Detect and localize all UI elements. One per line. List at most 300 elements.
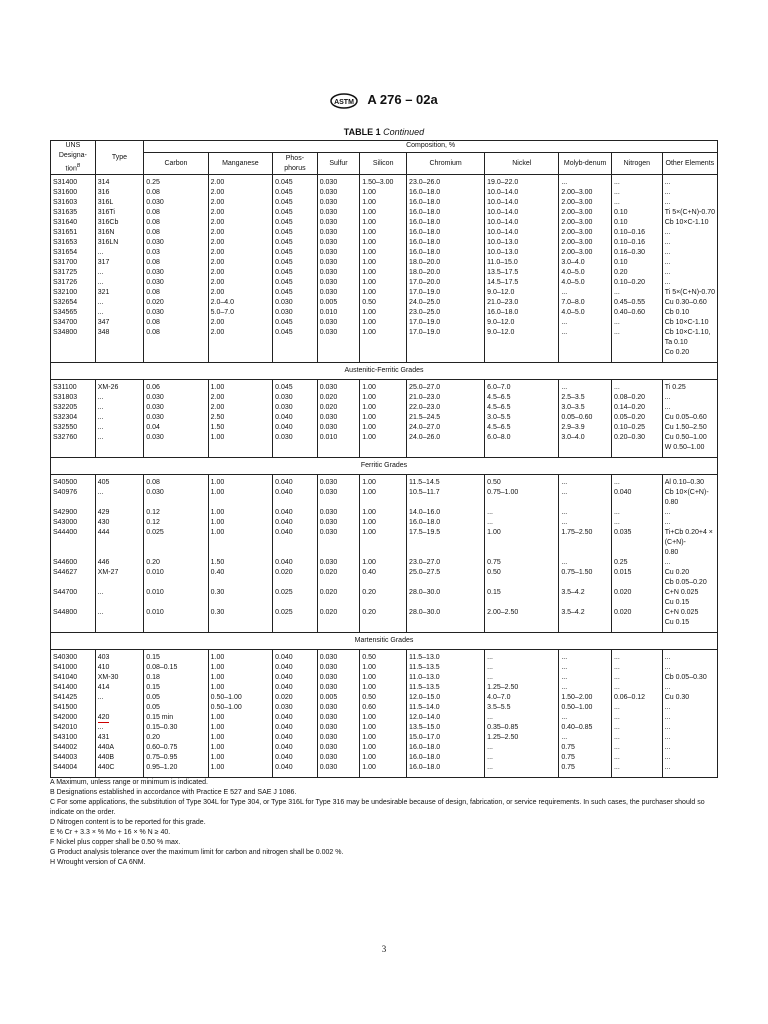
- cell-silicon: 1.00: [360, 733, 407, 743]
- cell-chromium: 24.0–25.0: [407, 298, 485, 308]
- cell-manganese: 0.30: [208, 588, 273, 608]
- cell-manganese: 1.00: [208, 753, 273, 763]
- cell-nickel: ...: [485, 763, 559, 778]
- cell-uns: S43000: [51, 518, 96, 528]
- table-row: [51, 753, 718, 763]
- cell-molybdenum: 2.5–3.5: [559, 393, 612, 403]
- cell-carbon: 0.010: [144, 608, 208, 633]
- cell-chromium: 25.0–27.0: [407, 380, 485, 394]
- cell-chromium: 23.0–26.0: [407, 175, 485, 189]
- cell-chromium: 16.0–18.0: [407, 228, 485, 238]
- cell-phosphorus: 0.040: [273, 733, 318, 743]
- cell-nitrogen: ...: [611, 753, 662, 763]
- cell-manganese: 1.00: [208, 723, 273, 733]
- cell-uns: S42010: [51, 723, 96, 733]
- cell-phosphorus: 0.030: [273, 298, 318, 308]
- cell-molybdenum: 2.00–3.00: [559, 228, 612, 238]
- cell-phosphorus: 0.040: [273, 723, 318, 733]
- cell-carbon: 0.25: [144, 175, 208, 189]
- cell-nitrogen: 0.40–0.60: [611, 308, 662, 318]
- cell-phosphorus: 0.045: [273, 380, 318, 394]
- cell-silicon: 1.00: [360, 318, 407, 328]
- cell-other: ...: [662, 258, 717, 268]
- table-row: [51, 380, 718, 394]
- cell-type: 314: [95, 175, 144, 189]
- cell-nitrogen: ...: [611, 328, 662, 363]
- cell-other: Cu 0.30–0.60: [662, 298, 717, 308]
- cell-nitrogen: 0.14–0.20: [611, 403, 662, 413]
- cell-chromium: 11.5–13.5: [407, 663, 485, 673]
- cell-manganese: 2.00: [208, 175, 273, 189]
- cell-other: ...: [662, 508, 717, 518]
- cell-silicon: 1.00: [360, 308, 407, 318]
- cell-silicon: 1.50–3.00: [360, 175, 407, 189]
- cell-molybdenum: ...: [559, 683, 612, 693]
- cell-phosphorus: 0.040: [273, 518, 318, 528]
- cell-carbon: 0.75–0.95: [144, 753, 208, 763]
- cell-molybdenum: ...: [559, 488, 612, 508]
- cell-type: 431: [95, 733, 144, 743]
- document-header: [0, 92, 768, 109]
- cell-phosphorus: 0.025: [273, 608, 318, 633]
- cell-molybdenum: ...: [559, 475, 612, 489]
- cell-carbon: 0.05: [144, 703, 208, 713]
- cell-other: Cb 10×C-1.10: [662, 218, 717, 228]
- cell-manganese: 2.00: [208, 238, 273, 248]
- cell-silicon: 1.00: [360, 663, 407, 673]
- cell-nickel: ...: [485, 673, 559, 683]
- cell-type: ...: [95, 403, 144, 413]
- cell-manganese: 2.00: [208, 403, 273, 413]
- cell-uns: S41040: [51, 673, 96, 683]
- cell-sulfur: 0.030: [317, 328, 360, 363]
- cell-molybdenum: ...: [559, 518, 612, 528]
- cell-type: 316LN: [95, 238, 144, 248]
- cell-silicon: 1.00: [360, 713, 407, 723]
- cell-other: ...: [662, 198, 717, 208]
- cell-molybdenum: ...: [559, 508, 612, 518]
- table-row: [51, 488, 718, 508]
- cell-molybdenum: 4.0–5.0: [559, 278, 612, 288]
- cell-uns: S31635: [51, 208, 96, 218]
- cell-phosphorus: 0.020: [273, 693, 318, 703]
- cell-chromium: 16.0–18.0: [407, 753, 485, 763]
- cell-nitrogen: ...: [611, 743, 662, 753]
- cell-type: XM-27: [95, 568, 144, 588]
- cell-carbon: 0.15: [144, 650, 208, 664]
- cell-phosphorus: 0.040: [273, 713, 318, 723]
- cell-nickel: 6.0–7.0: [485, 380, 559, 394]
- cell-nitrogen: ...: [611, 188, 662, 198]
- cell-other: ...: [662, 733, 717, 743]
- cell-sulfur: 0.030: [317, 528, 360, 558]
- cell-other: ...: [662, 228, 717, 238]
- cell-nickel: 1.00: [485, 528, 559, 558]
- cell-manganese: 1.00: [208, 518, 273, 528]
- cell-manganese: 2.00: [208, 228, 273, 238]
- cell-sulfur: 0.005: [317, 693, 360, 703]
- cell-phosphorus: 0.040: [273, 663, 318, 673]
- cell-nitrogen: 0.035: [611, 528, 662, 558]
- cell-molybdenum: 0.75: [559, 753, 612, 763]
- cell-chromium: 10.5–11.7: [407, 488, 485, 508]
- table-row: [51, 278, 718, 288]
- cell-phosphorus: 0.040: [273, 528, 318, 558]
- section-header: [51, 363, 718, 380]
- cell-uns: S34800: [51, 328, 96, 363]
- cell-phosphorus: 0.040: [273, 413, 318, 423]
- cell-uns: S44004: [51, 763, 96, 778]
- cell-molybdenum: ...: [559, 175, 612, 189]
- cell-nickel: 0.75: [485, 558, 559, 568]
- cell-nitrogen: ...: [611, 723, 662, 733]
- table-row: [51, 298, 718, 308]
- cell-phosphorus: 0.045: [273, 248, 318, 258]
- header-nickel: Nickel: [485, 152, 559, 175]
- cell-nitrogen: 0.16–0.30: [611, 248, 662, 258]
- cell-type: 429: [95, 508, 144, 518]
- cell-carbon: 0.030: [144, 308, 208, 318]
- cell-silicon: 1.00: [360, 328, 407, 363]
- cell-silicon: 1.00: [360, 743, 407, 753]
- cell-molybdenum: 4.0–5.0: [559, 308, 612, 318]
- cell-manganese: 1.00: [208, 743, 273, 753]
- cell-chromium: 16.0–18.0: [407, 743, 485, 753]
- cell-uns: S31640: [51, 218, 96, 228]
- cell-silicon: 1.00: [360, 188, 407, 198]
- cell-sulfur: 0.020: [317, 588, 360, 608]
- cell-sulfur: 0.030: [317, 673, 360, 683]
- cell-manganese: 2.00: [208, 268, 273, 278]
- cell-carbon: 0.20: [144, 558, 208, 568]
- footnote: C For some applications, the substitution of Type 304L for Type 304, or Type 316L for Type 316 may be undesirable because of design, fabrication, or service requirements. In such cases, the purchaser should so indicate on the order.: [50, 799, 705, 816]
- cell-nickel: 10.0–13.0: [485, 238, 559, 248]
- cell-silicon: 1.00: [360, 508, 407, 518]
- cell-molybdenum: 2.00–3.00: [559, 218, 612, 228]
- cell-phosphorus: 0.045: [273, 198, 318, 208]
- cell-sulfur: 0.030: [317, 278, 360, 288]
- cell-uns: S44600: [51, 558, 96, 568]
- cell-chromium: 11.5–14.0: [407, 703, 485, 713]
- cell-nickel: ...: [485, 753, 559, 763]
- cell-phosphorus: 0.040: [273, 743, 318, 753]
- cell-chromium: 18.0–20.0: [407, 258, 485, 268]
- cell-chromium: 17.0–19.0: [407, 328, 485, 363]
- cell-uns: S31651: [51, 228, 96, 238]
- cell-nitrogen: ...: [611, 518, 662, 528]
- cell-molybdenum: ...: [559, 328, 612, 363]
- table-row: [51, 218, 718, 228]
- cell-phosphorus: 0.040: [273, 423, 318, 433]
- cell-phosphorus: 0.040: [273, 683, 318, 693]
- cell-molybdenum: 2.00–3.00: [559, 188, 612, 198]
- cell-sulfur: 0.030: [317, 475, 360, 489]
- cell-nickel: 0.15: [485, 588, 559, 608]
- cell-other: Cb 0.10: [662, 308, 717, 318]
- cell-chromium: 16.0–18.0: [407, 198, 485, 208]
- cell-molybdenum: 7.0–8.0: [559, 298, 612, 308]
- cell-uns: S40500: [51, 475, 96, 489]
- cell-silicon: 1.00: [360, 413, 407, 423]
- cell-phosphorus: 0.040: [273, 753, 318, 763]
- table-row: [51, 318, 718, 328]
- cell-molybdenum: ...: [559, 380, 612, 394]
- table-row: [51, 288, 718, 298]
- cell-nickel: 14.5–17.5: [485, 278, 559, 288]
- cell-nitrogen: 0.10–0.25: [611, 423, 662, 433]
- cell-nitrogen: ...: [611, 703, 662, 713]
- cell-carbon: 0.030: [144, 238, 208, 248]
- cell-uns: S31653: [51, 238, 96, 248]
- cell-other: Cb 10×(C+N)- 0.80: [662, 488, 717, 508]
- cell-nickel: 4.5–6.5: [485, 393, 559, 403]
- table-row: [51, 733, 718, 743]
- cell-phosphorus: 0.025: [273, 588, 318, 608]
- table-row: [51, 703, 718, 713]
- cell-other: Cu 0.05–0.60: [662, 413, 717, 423]
- cell-type: 348: [95, 328, 144, 363]
- cell-nitrogen: ...: [611, 380, 662, 394]
- cell-nickel: 10.0–14.0: [485, 218, 559, 228]
- cell-silicon: 0.50: [360, 693, 407, 703]
- cell-other: Cu 1.50–2.50: [662, 423, 717, 433]
- cell-manganese: 2.00: [208, 218, 273, 228]
- cell-silicon: 0.40: [360, 568, 407, 588]
- header-other: Other Elements: [662, 152, 717, 175]
- astm-logo-icon: [330, 93, 358, 109]
- cell-chromium: 28.0–30.0: [407, 588, 485, 608]
- cell-silicon: 1.00: [360, 673, 407, 683]
- cell-manganese: 1.00: [208, 663, 273, 673]
- cell-silicon: 1.00: [360, 763, 407, 778]
- cell-silicon: 1.00: [360, 488, 407, 508]
- cell-uns: S41425: [51, 693, 96, 703]
- cell-other: ...: [662, 763, 717, 778]
- cell-uns: S40300: [51, 650, 96, 664]
- cell-type: ...: [95, 268, 144, 278]
- cell-manganese: 2.50: [208, 413, 273, 423]
- cell-nickel: ...: [485, 518, 559, 528]
- table-row: [51, 248, 718, 258]
- table-row: [51, 508, 718, 518]
- table-row: [51, 528, 718, 558]
- cell-manganese: 1.00: [208, 433, 273, 458]
- cell-nickel: 10.0–13.0: [485, 248, 559, 258]
- table-row: [51, 328, 718, 363]
- cell-phosphorus: 0.030: [273, 308, 318, 318]
- cell-type: 446: [95, 558, 144, 568]
- cell-manganese: 1.00: [208, 713, 273, 723]
- cell-carbon: 0.15–0.30: [144, 723, 208, 733]
- cell-chromium: 17.0–19.0: [407, 318, 485, 328]
- cell-uns: S44003: [51, 753, 96, 763]
- cell-nitrogen: 0.06–0.12: [611, 693, 662, 703]
- cell-carbon: 0.95–1.20: [144, 763, 208, 778]
- cell-nitrogen: ...: [611, 763, 662, 778]
- cell-chromium: 25.0–27.5: [407, 568, 485, 588]
- cell-uns: S31100: [51, 380, 96, 394]
- cell-carbon: 0.12: [144, 508, 208, 518]
- cell-chromium: 17.0–20.0: [407, 278, 485, 288]
- cell-type: 321: [95, 288, 144, 298]
- cell-nickel: 16.0–18.0: [485, 308, 559, 318]
- cell-type: 414: [95, 683, 144, 693]
- cell-phosphorus: 0.045: [273, 228, 318, 238]
- cell-nitrogen: 0.10: [611, 258, 662, 268]
- cell-uns: S44002: [51, 743, 96, 753]
- cell-sulfur: 0.010: [317, 433, 360, 458]
- table-row: [51, 238, 718, 248]
- cell-sulfur: 0.030: [317, 663, 360, 673]
- cell-molybdenum: ...: [559, 663, 612, 673]
- cell-type: ...: [95, 393, 144, 403]
- cell-carbon: 0.010: [144, 588, 208, 608]
- cell-uns: S44400: [51, 528, 96, 558]
- cell-nickel: ...: [485, 508, 559, 518]
- cell-silicon: 1.00: [360, 248, 407, 258]
- cell-molybdenum: 3.0–4.0: [559, 433, 612, 458]
- cell-silicon: 1.00: [360, 380, 407, 394]
- cell-type: XM-30: [95, 673, 144, 683]
- table-row: [51, 403, 718, 413]
- cell-other: ...: [662, 393, 717, 403]
- cell-nickel: 3.5–5.5: [485, 703, 559, 713]
- cell-molybdenum: 4.0–5.0: [559, 268, 612, 278]
- cell-molybdenum: 0.75: [559, 743, 612, 753]
- cell-manganese: 2.00: [208, 188, 273, 198]
- cell-other: ...: [662, 403, 717, 413]
- cell-sulfur: 0.030: [317, 238, 360, 248]
- cell-type: 316Cb: [95, 218, 144, 228]
- cell-manganese: 0.50–1.00: [208, 703, 273, 713]
- cell-molybdenum: 3.5–4.2: [559, 608, 612, 633]
- cell-silicon: 1.00: [360, 528, 407, 558]
- cell-molybdenum: 0.75: [559, 763, 612, 778]
- cell-uns: S32304: [51, 413, 96, 423]
- cell-nitrogen: 0.08–0.20: [611, 393, 662, 403]
- cell-other: Ti 5×(C+N)-0.70: [662, 288, 717, 298]
- cell-nickel: 9.0–12.0: [485, 288, 559, 298]
- cell-molybdenum: 0.40–0.85: [559, 723, 612, 733]
- cell-nitrogen: 0.45–0.55: [611, 298, 662, 308]
- cell-manganese: 2.00: [208, 208, 273, 218]
- cell-type: 317: [95, 258, 144, 268]
- cell-molybdenum: 0.75–1.50: [559, 568, 612, 588]
- cell-other: ...: [662, 683, 717, 693]
- section-header: [51, 633, 718, 650]
- cell-silicon: 1.00: [360, 268, 407, 278]
- cell-manganese: 2.00: [208, 248, 273, 258]
- cell-carbon: 0.025: [144, 528, 208, 558]
- cell-manganese: 2.00: [208, 328, 273, 363]
- cell-uns: S44800: [51, 608, 96, 633]
- cell-other: C+N 0.025 Cu 0.15: [662, 588, 717, 608]
- cell-sulfur: 0.030: [317, 558, 360, 568]
- cell-carbon: 0.08: [144, 188, 208, 198]
- cell-type: XM-26: [95, 380, 144, 394]
- cell-manganese: 1.00: [208, 475, 273, 489]
- cell-other: ...: [662, 713, 717, 723]
- cell-molybdenum: ...: [559, 673, 612, 683]
- cell-other: Cu 0.50–1.00 W 0.50–1.00: [662, 433, 717, 458]
- cell-chromium: 17.0–19.0: [407, 288, 485, 298]
- cell-phosphorus: 0.045: [273, 188, 318, 198]
- cell-other: Cu 0.20 Cb 0.05–0.20: [662, 568, 717, 588]
- cell-silicon: 1.00: [360, 393, 407, 403]
- cell-uns: S41400: [51, 683, 96, 693]
- cell-silicon: 1.00: [360, 723, 407, 733]
- cell-type: ...: [95, 433, 144, 458]
- table-label: TABLE 1: [343, 127, 381, 137]
- cell-chromium: 21.0–23.0: [407, 393, 485, 403]
- cell-type: 347: [95, 318, 144, 328]
- cell-silicon: 1.00: [360, 218, 407, 228]
- table-row: [51, 258, 718, 268]
- cell-carbon: 0.08: [144, 258, 208, 268]
- table-row: [51, 268, 718, 278]
- cell-carbon: 0.06: [144, 380, 208, 394]
- cell-uns: S32550: [51, 423, 96, 433]
- cell-carbon: 0.03: [144, 248, 208, 258]
- cell-chromium: 11.0–13.0: [407, 673, 485, 683]
- table-row: [51, 683, 718, 693]
- cell-sulfur: 0.030: [317, 753, 360, 763]
- cell-sulfur: 0.020: [317, 403, 360, 413]
- cell-molybdenum: ...: [559, 288, 612, 298]
- cell-sulfur: 0.030: [317, 258, 360, 268]
- cell-uns: S41500: [51, 703, 96, 713]
- cell-uns: S32205: [51, 403, 96, 413]
- table-row: [51, 475, 718, 489]
- cell-molybdenum: ...: [559, 558, 612, 568]
- cell-manganese: 5.0–7.0: [208, 308, 273, 318]
- cell-nickel: 4.5–6.5: [485, 403, 559, 413]
- cell-sulfur: 0.030: [317, 518, 360, 528]
- header-uns: UNS Designa-tion$^B$: [51, 141, 96, 175]
- cell-nickel: 0.75–1.00: [485, 488, 559, 508]
- cell-molybdenum: ...: [559, 713, 612, 723]
- cell-nickel: 10.0–14.0: [485, 228, 559, 238]
- cell-carbon: 0.60–0.75: [144, 743, 208, 753]
- cell-manganese: 2.00: [208, 278, 273, 288]
- cell-nickel: 19.0–22.0: [485, 175, 559, 189]
- cell-phosphorus: 0.040: [273, 508, 318, 518]
- table-row: [51, 423, 718, 433]
- cell-phosphorus: 0.030: [273, 393, 318, 403]
- cell-nitrogen: 0.015: [611, 568, 662, 588]
- cell-silicon: 1.00: [360, 753, 407, 763]
- cell-uns: S34565: [51, 308, 96, 318]
- cell-carbon: 0.12: [144, 518, 208, 528]
- cell-phosphorus: 0.045: [273, 258, 318, 268]
- cell-sulfur: 0.030: [317, 763, 360, 778]
- cell-other: ...: [662, 558, 717, 568]
- cell-phosphorus: 0.045: [273, 288, 318, 298]
- section-title: Austenitic-Ferritic Grades: [51, 363, 718, 380]
- cell-nickel: 1.25–2.50: [485, 733, 559, 743]
- table-row: [51, 198, 718, 208]
- cell-other: ...: [662, 238, 717, 248]
- cell-sulfur: 0.030: [317, 198, 360, 208]
- cell-silicon: 0.50: [360, 650, 407, 664]
- cell-other: ...: [662, 753, 717, 763]
- cell-type: ...: [95, 248, 144, 258]
- table-row: [51, 673, 718, 683]
- cell-carbon: 0.15: [144, 683, 208, 693]
- cell-type: 444: [95, 528, 144, 558]
- cell-sulfur: 0.030: [317, 218, 360, 228]
- cell-nickel: 1.25–2.50: [485, 683, 559, 693]
